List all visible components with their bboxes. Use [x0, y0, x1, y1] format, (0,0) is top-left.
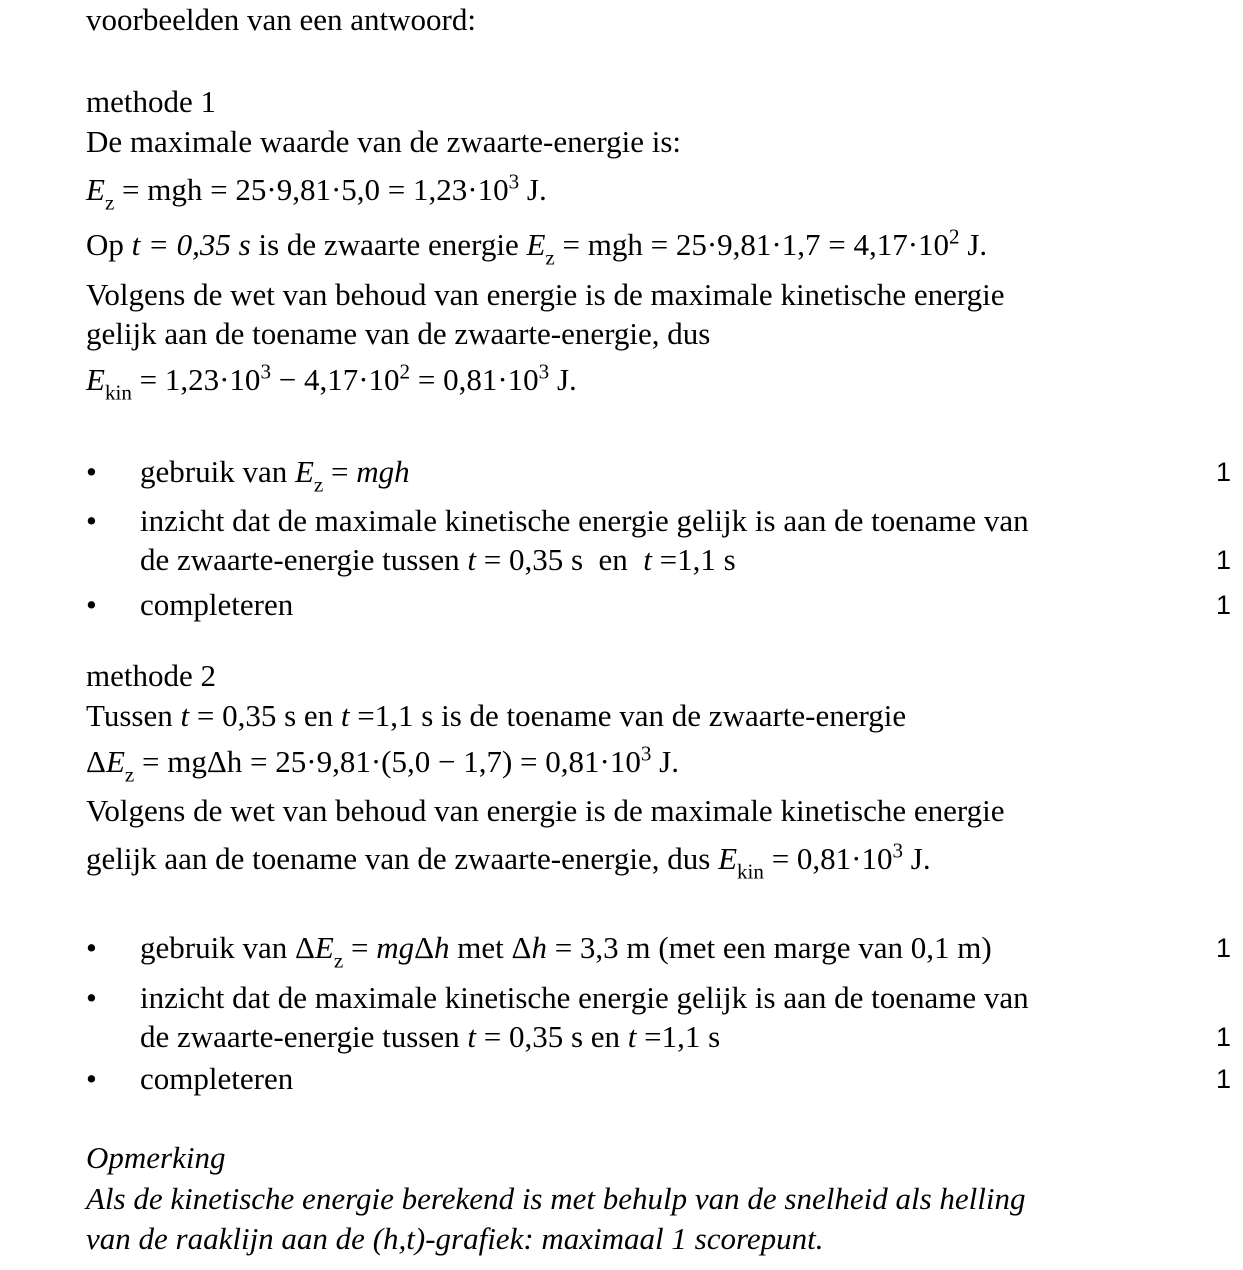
method1-line4: gelijk aan de toename van de zwaarte-energie, dus	[86, 316, 711, 351]
intro-text: voorbeelden van een antwoord:	[86, 2, 476, 37]
method2-bullet1: gebruik van $\Delta E_z = mg\Delta h$ met Δh = 3,3 m (met een marge van 0,1 m)	[140, 930, 992, 973]
method2-line2: Volgens de wet van behoud van energie is de maximale kinetische energie	[86, 793, 1005, 828]
method1-eq3: $E_{kin} = 1,23\cdot 10^3 - 4,17\cdot 10^2 = 0,81\cdot 10^3$ J.	[86, 359, 577, 405]
method1-eq1: $E_z$ = mgh = $25\cdot 9,81\cdot 5,0 = 1,23\cdot 10^3$ J.	[86, 169, 547, 215]
bullet-marker: •	[86, 587, 97, 622]
method1-line3: Volgens de wet van behoud van energie is de maximale kinetische energie	[86, 277, 1005, 312]
score-point: 1	[1216, 1064, 1232, 1094]
method1-bullet3: completeren	[140, 587, 294, 622]
method1-bullet2-line2: de zwaarte-energie tussen t = 0,35 s en t =1,1 s	[140, 542, 736, 577]
method2-bullet2-line1: inzicht dat de maximale kinetische energie gelijk is aan de toename van	[140, 980, 1029, 1015]
method2-bullet2-line2: de zwaarte-energie tussen t = 0,35 s en t =1,1 s	[140, 1019, 721, 1054]
method2-title: methode 2	[86, 658, 216, 693]
method2-line1: Tussen t = 0,35 s en t =1,1 s is de toename van de zwaarte-energie	[86, 698, 907, 733]
bullet-marker: •	[86, 503, 97, 538]
score-point: 1	[1216, 933, 1232, 963]
score-point: 1	[1216, 545, 1232, 575]
remark-line1: Als de kinetische energie berekend is met behulp van de snelheid als helling	[86, 1181, 1026, 1216]
method1-line2: Op t = 0,35 s is de zwaarte energie $E_z$ = mgh = $25\cdot 9,81\cdot 1,7 = 4,17\cdot 10^2$ J.	[86, 224, 988, 270]
method1-line1: De maximale waarde van de zwaarte-energie is:	[86, 124, 682, 159]
method1-bullet1: gebruik van $E_z$ = mgh	[140, 454, 410, 497]
remark-line2: van de raaklijn aan de (h,t)-grafiek: maximaal 1 scorepunt.	[86, 1221, 824, 1256]
score-point: 1	[1216, 1022, 1232, 1052]
method2-bullet3: completeren	[140, 1061, 294, 1096]
bullet-marker: •	[86, 930, 97, 965]
bullet-marker: •	[86, 1061, 97, 1096]
remark-title: Opmerking	[86, 1140, 226, 1175]
score-point: 1	[1216, 590, 1232, 620]
bullet-marker: •	[86, 454, 97, 489]
method2-line3: gelijk aan de toename van de zwaarte-energie, dus $E_{kin} = 0,81\cdot 10^3$ J.	[86, 838, 931, 884]
method2-eq1: $\Delta E_z = mg\Delta h = 25\cdot 9,81\cdot(5,0 - 1,7) = 0,81\cdot 10^3$ J.	[86, 741, 679, 787]
method1-title: methode 1	[86, 84, 216, 119]
method1-bullet2-line1: inzicht dat de maximale kinetische energie gelijk is aan de toename van	[140, 503, 1029, 538]
bullet-marker: •	[86, 980, 97, 1015]
score-point: 1	[1216, 457, 1232, 487]
